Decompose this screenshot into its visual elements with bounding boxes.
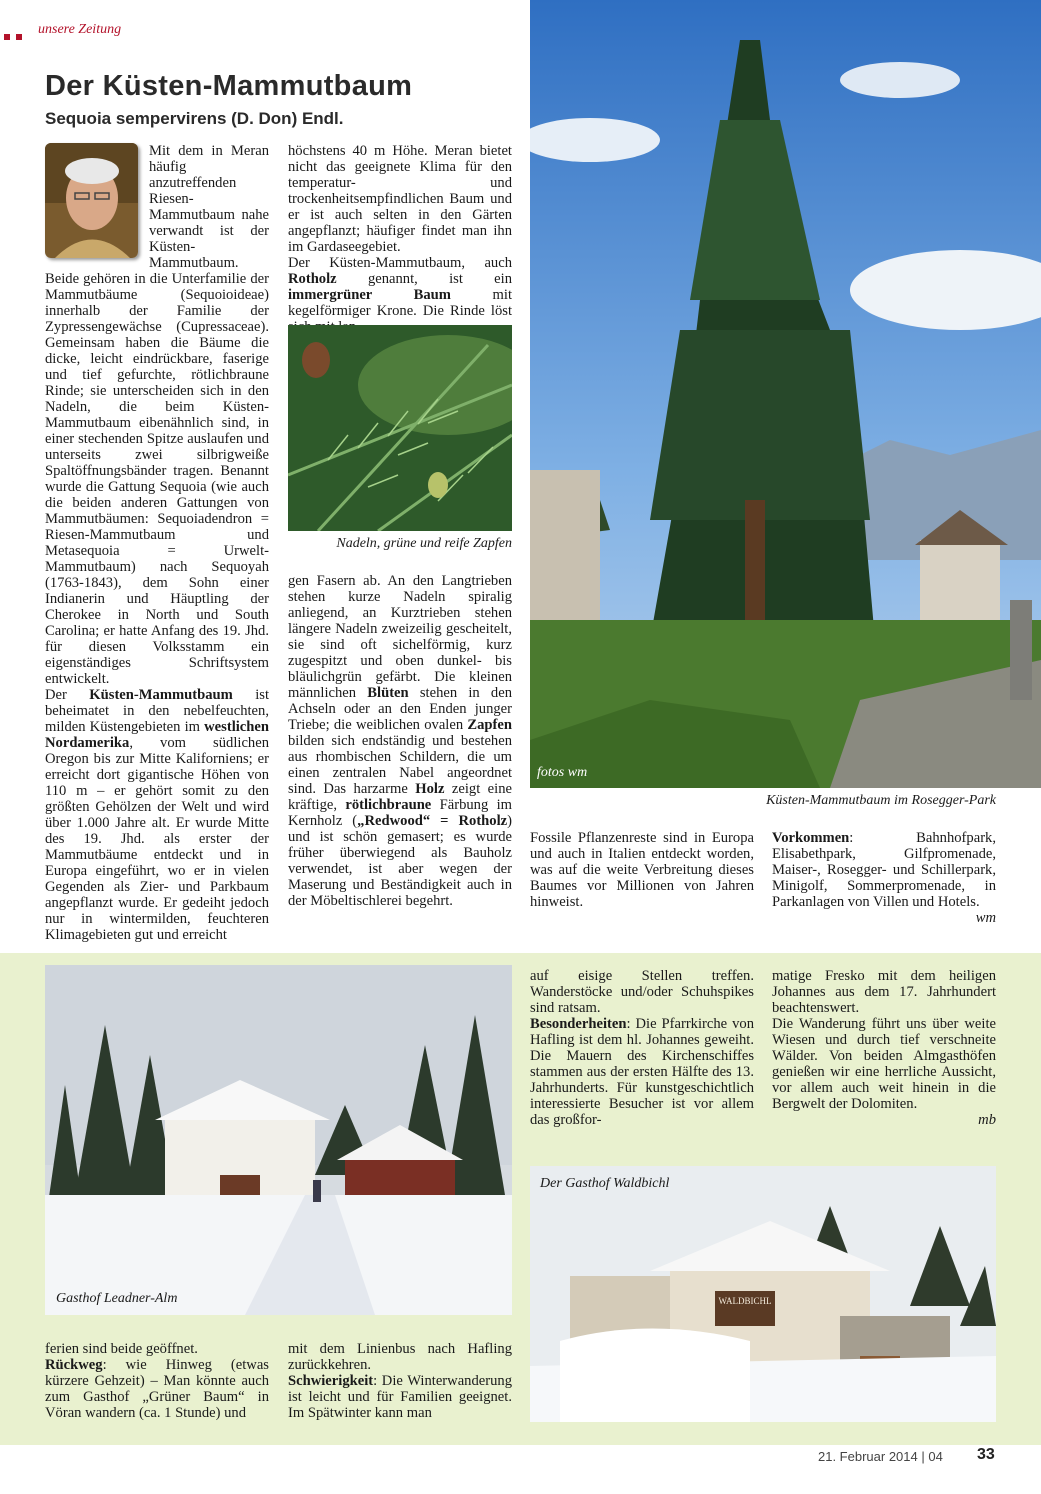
leadner-alm-photo xyxy=(45,965,512,1315)
article-column-1 xyxy=(45,143,269,943)
hike-col2-paragraph-a: mit dem Linienbus nach Hafling zurückkehren. xyxy=(288,1341,512,1373)
waldbichl-caption: Der Gasthof Waldbichl xyxy=(540,1176,670,1191)
article-column-2b xyxy=(288,573,512,909)
page-number: 33 xyxy=(977,1446,995,1463)
article-column-4 xyxy=(772,830,996,926)
hike-column-2 xyxy=(288,1341,512,1421)
hike-column-3 xyxy=(530,968,754,1128)
hike-author: mb xyxy=(978,1112,996,1128)
waldbichl-photo xyxy=(530,1166,996,1422)
col2-paragraph-a: höchstens 40 m Höhe. Meran bietet nicht das geeignete Klima für den temperatur- und trockenheitsempfindlichen Baum und er ist auch selten in den Gärten angepflanzt; häufiger findet man ihn im Gardaseegebiet. xyxy=(288,143,512,255)
photo-credit: fotos wm xyxy=(537,765,588,780)
col4-occurrence: Vorkommen: Bahnhofpark, Elisabethpark, Gilfpromenade, Maiser-, Rosegger- und Schillerpark, Minigolf, Sommerpromenade, in Parkanlagen von Villen und Hotels. xyxy=(772,830,996,910)
col1-paragraph-b: Der Küsten-Mammutbaum ist beheimatet in den nebelfeuchten, milden Küstengebieten im westlichen Nordamerika, vom südlichen Oregon bis zur Mitte Kaliforniens; er erreicht dort gigantische Höhen von 110 m – er gehört somit zu den größten Gehölzen der Welt und wird über 1.000 Jahre alt. Er wurde Mitte des 19. Jhd. als erster der Mammutbäume entdeckt und in Europa eingeführt, wo er in vielen Gegenden als Zier- und Parkbaum angepflanzt wurde. Er gedeiht jedoch nur in wintermilden, feuchteren Klimagebieten gut und erreicht xyxy=(45,687,270,943)
hike-col4-paragraph-a: matige Fresko mit dem heiligen Johannes aus dem 17. Jahrhundert beachtenswert. xyxy=(772,968,996,1016)
redwood-tree-photo xyxy=(530,0,1041,788)
col2-paragraph-b: Der Küsten-Mammutbaum, auch Rotholz genannt, ist ein immergrüner Baum mit kegelförmiger Krone. Die Rinde löst xyxy=(288,255,512,319)
hike-col3-paragraph-b: Besonderheiten: Die Pfarrkirche von Hafling ist dem hl. Johannes geweiht. Die Mauern des Kirchenschiffes stammen aus der ersten Hälfte des 13. Jahrhunderts. Für kunstgeschichtlich interessierte Besucher ist vor allem das großfor- xyxy=(530,1016,754,1128)
hike-col1-paragraph-a: ferien sind beide geöffnet. xyxy=(45,1341,198,1357)
hike-col3-paragraph-a: auf eisige Stellen treffen. Wanderstöcke und/oder Schuhspikes sind ratsam. xyxy=(530,968,754,1016)
col2-paragraph-c: gen Fasern ab. An den Langtrieben stehen kurze Nadeln spiralig anliegend, an Kurztrieben stehen längere Nadeln zweizeilig gescheitelt, sie sind oft sichelförmig, kurz zugespitzt und oben dunkel- bis bläulichgrün gefärbt. Die kleinen männlichen Blüten stehen in den Achseln oder an den Enden junger Triebe; die weiblichen ovalen Zapfen bilden sich endständig und bestehen aus rhombischen Schildern, die um einen zentralen Nabel angeordnet sind. Das harzarme Holz zeigt eine kräftige, rötlichbraune Färbung im Kernholz („Redwood“ = Rotholz) und ist schön gemasert; es wurde früher überwiegend als Bauholz verwendet, ist aber wegen der Maserung und Beständigkeit auch in der Möbeltischlerei begehrt. xyxy=(288,573,512,909)
hike-col1-paragraph-b: Rückweg: wie Hinweg (etwas kürzere Gehzeit) – Man könnte auch zum Gasthof „Grüner Baum“ in Vöran wandern (ca. 1 Stunde) und xyxy=(45,1357,269,1421)
article-column-2 xyxy=(288,143,512,335)
article-title: Der Küsten-Mammutbaum xyxy=(45,70,413,102)
col1-paragraph-a: Mit dem in Meran häufig anzutreffenden Riesen-Mammutbaum nahe verwandt ist der Küsten-Mammutbaum. Beide gehören in die Unterfamilie der Mammutbäume (Sequoioideae) innerhalb der Familie der Zypressengewächse (Cupressaceae). Gemeinsam haben die Bäume die dicke, leicht eindrückbare, faserige und tief gefurchte, rötlichbraune Rinde; sie unterscheiden sich in den Nadeln, die beim Küsten-Mammutbaum eibenähnlich sind, in einer stechenden Spitze auslaufen und unterseits zwei silbrigweiße Spaltöffnungsbänder tragen. Benannt wurde die Gattung Sequoia (wie auch die beiden anderen Gattungen von Mammutbäumen: Sequoiadendron = Riesen-Mammutbaum und Metasequoia = Urwelt-Mammutbaum) nach Sequoyah (1763-1843), dem Sohn einer Indianerin und Häuptling der Cherokee in North und South Carolina; er hatte Anfang des 19. Jhd. für diesen Volksstamm ein eigenständiges Schriftsystem entwickelt. xyxy=(45,143,269,687)
hike-col2-paragraph-b: Schwierigkeit: Die Winterwanderung ist leicht und für Familien geeignet. Im Spätwinter kann man xyxy=(288,1373,512,1421)
waldbichl-sign: WALDBICHL xyxy=(718,1296,772,1306)
leadner-alm-caption: Gasthof Leadner-Alm xyxy=(56,1291,178,1306)
brand-marks xyxy=(4,27,22,45)
brand-logo: unsere Zeitung xyxy=(38,22,122,37)
needles-caption: Nadeln, grüne und reife Zapfen xyxy=(336,536,512,551)
tree-caption: Küsten-Mammutbaum im Rosegger-Park xyxy=(766,793,996,808)
article-subtitle: Sequoia sempervirens (D. Don) Endl. xyxy=(45,109,344,128)
article-author: wm xyxy=(975,910,996,926)
hike-col4-paragraph-b: Die Wanderung führt uns über weite Wiesen und durch tief verschneite Wälder. Von beiden Almgasthöfen genießen wir eine herrliche Aussicht, vor allem auch weit hinein in die Bergwelt der Dolomiten. xyxy=(772,1016,996,1112)
hike-column-4 xyxy=(772,968,996,1128)
hike-column-1 xyxy=(45,1341,269,1421)
footer-date: 21. Februar 2014 | 04 xyxy=(818,1449,943,1464)
needles-photo xyxy=(288,325,512,531)
article-column-3: Fossile Pflanzenreste sind in Europa und auch in Italien entdeckt worden, was auf die weite Verbreitung dieses Baumes vor Millionen von Jahren hinweist. xyxy=(530,830,754,910)
